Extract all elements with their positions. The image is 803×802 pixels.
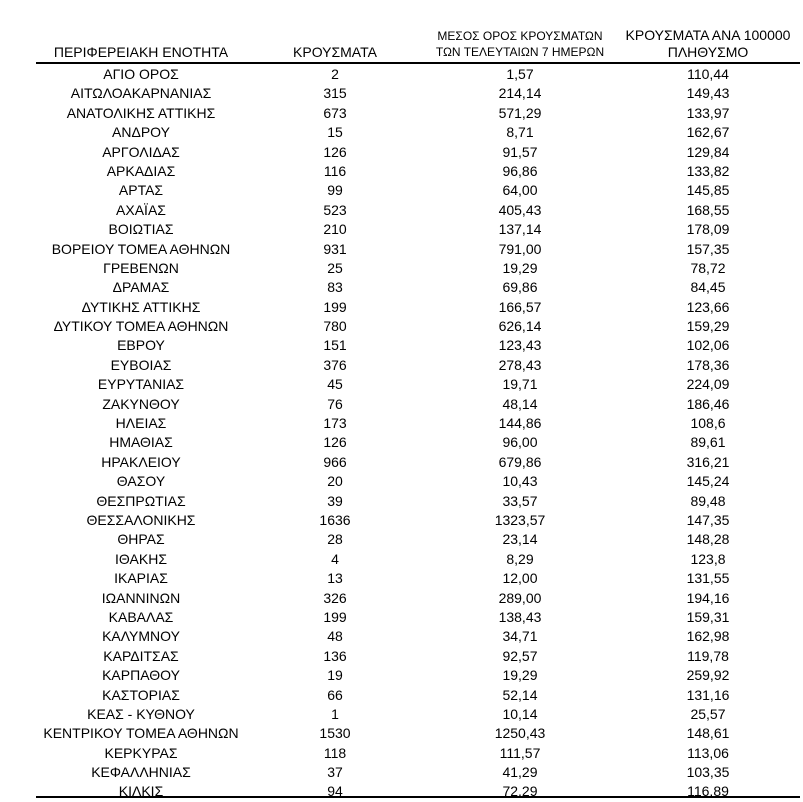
table-row [0,511,803,530]
cases-cell: 83 [327,279,343,296]
cases-cell: 99 [327,182,343,199]
region-cell: ΚΕΦΑΛΛΗΝΙΑΣ [91,764,191,781]
region-cell: ΚΑΡΠΑΘΟΥ [102,667,180,684]
cases-cell: 136 [323,647,347,664]
table-row [0,569,803,588]
cases-cell: 151 [323,337,347,354]
table-row [0,259,803,278]
region-cell: ΖΑΚΥΝΘΟΥ [102,395,180,412]
cases-cell: 523 [323,201,347,218]
region-cell: ΚΑΒΑΛΑΣ [108,608,174,625]
table-row [0,336,803,355]
avg-cell: 34,71 [502,628,538,645]
table-row [0,705,803,724]
avg-cell: 19,29 [502,667,538,684]
avg-cell: 278,43 [498,356,542,373]
per100k-cell: 84,45 [690,279,726,296]
per100k-cell: 186,46 [686,395,730,412]
per100k-cell: 178,09 [686,221,730,238]
header-per-100k [608,27,803,61]
cases-cell: 126 [323,143,347,160]
table-row [0,647,803,666]
per100k-cell: 149,43 [686,85,730,102]
table-row [0,744,803,763]
cases-cell: 37 [327,764,343,781]
table-row [0,763,803,782]
table-row [0,666,803,685]
region-cell: ΑΡΚΑΔΙΑΣ [106,162,176,179]
region-cell: ΙΘΑΚΗΣ [115,550,167,567]
avg-cell: 626,14 [498,318,542,335]
region-cell: ΚΑΡΔΙΤΣΑΣ [103,647,179,664]
region-cell: ΑΝΔΡΟΥ [112,124,170,141]
per100k-cell: 103,35 [686,764,730,781]
header-avg-7days [420,28,620,60]
region-cell: ΚΑΣΤΟΡΙΑΣ [102,686,180,703]
cases-cell: 173 [323,415,347,432]
per100k-cell: 131,55 [686,570,730,587]
region-cell: ΔΡΑΜΑΣ [112,279,170,296]
header-avg-line1: ΜΕΣΟΣ ΟΡΟΣ ΚΡΟΥΣΜΑΤΩΝ [437,29,603,43]
table-row [0,123,803,142]
region-cell: ΑΡΓΟΛΙΔΑΣ [102,143,180,160]
avg-cell: 23,14 [502,531,538,548]
region-cell: ΗΜΑΘΙΑΣ [109,434,173,451]
per100k-cell: 78,72 [690,259,726,276]
per100k-cell: 148,28 [686,531,730,548]
table-row [0,395,803,414]
per100k-cell: 145,85 [686,182,730,199]
cases-cell: 1 [331,705,339,722]
region-cell: ΚΑΛΥΜΝΟΥ [102,628,180,645]
avg-cell: 19,71 [502,376,538,393]
cases-cell: 210 [323,221,347,238]
avg-cell: 92,57 [502,647,538,664]
cases-cell: 780 [323,318,347,335]
per100k-cell: 194,16 [686,589,730,606]
region-cell: ΘΕΣΣΑΛΟΝΙΚΗΣ [86,511,196,528]
per100k-cell: 119,78 [687,647,729,664]
per100k-cell: 123,66 [686,298,730,315]
avg-cell: 91,57 [502,143,538,160]
table-row [0,84,803,103]
per100k-cell: 89,48 [690,492,726,509]
cases-cell: 94 [327,783,343,800]
header-per100k-line2: ΠΛΗΘΥΣΜΟ [667,44,749,60]
cases-cell: 48 [327,628,343,645]
region-cell: ΕΥΡΥΤΑΝΙΑΣ [97,376,185,393]
region-cell: ΘΑΣΟΥ [116,473,166,490]
table-row [0,201,803,220]
region-cell: ΚΙΛΚΙΣ [118,783,164,800]
per100k-cell: 116,89 [687,783,729,800]
avg-cell: 10,43 [502,473,538,490]
avg-cell: 10,14 [502,705,538,722]
cases-cell: 76 [327,395,343,412]
avg-cell: 679,86 [498,453,542,470]
table-row [0,298,803,317]
avg-cell: 33,57 [502,492,538,509]
cases-cell: 20 [327,473,343,490]
region-cell: ΒΟΡΕΙΟΥ ΤΟΜΕΑ ΑΘΗΝΩΝ [51,240,231,257]
table-row [0,453,803,472]
table-row [0,278,803,297]
table-row [0,414,803,433]
avg-cell: 69,86 [502,279,538,296]
avg-cell: 571,29 [498,104,542,121]
per100k-cell: 113,06 [687,744,729,761]
cases-cell: 4 [331,550,339,567]
table-row [0,240,803,259]
header-rule [36,62,800,64]
cases-cell: 116 [323,162,347,179]
avg-cell: 1250,43 [494,725,546,742]
avg-cell: 19,29 [502,259,538,276]
per100k-cell: 178,36 [686,356,730,373]
header-cases: ΚΡΟΥΣΜΑΤΑ [293,44,377,60]
avg-cell: 72,29 [502,783,538,800]
per100k-cell: 147,35 [686,511,730,528]
per100k-cell: 108,6 [690,415,726,432]
avg-cell: 214,14 [498,85,542,102]
avg-cell: 111,57 [499,744,541,761]
avg-cell: 137,14 [498,221,542,238]
region-cell: ΑΝΑΤΟΛΙΚΗΣ ΑΤΤΙΚΗΣ [66,104,216,121]
region-cell: ΑΧΑΪΑΣ [116,201,166,218]
per100k-cell: 316,21 [686,453,730,470]
table-row [0,724,803,743]
region-cell: ΑΙΤΩΛΟΑΚΑΡΝΑΝΙΑΣ [70,85,212,102]
table-row [0,433,803,452]
avg-cell: 144,86 [498,415,542,432]
per100k-cell: 129,84 [686,143,730,160]
cases-cell: 15 [327,124,343,141]
per100k-cell: 159,29 [686,318,730,335]
region-cell: ΙΩΑΝΝΙΝΩΝ [101,589,181,606]
per100k-cell: 25,57 [690,705,726,722]
avg-cell: 8,71 [506,124,534,141]
avg-cell: 405,43 [498,201,542,218]
cases-cell: 118 [323,744,347,761]
per100k-cell: 133,82 [686,162,730,179]
region-cell: ΗΡΑΚΛΕΙΟΥ [101,453,181,470]
cases-cell: 45 [327,376,343,393]
header-per100k-line1: ΚΡΟΥΣΜΑΤΑ ΑΝΑ 100000 [625,27,791,43]
table-row [0,143,803,162]
avg-cell: 96,86 [502,162,538,179]
avg-cell: 96,00 [502,434,538,451]
cases-cell: 1636 [319,511,351,528]
table-row [0,530,803,549]
cases-cell: 199 [323,298,347,315]
table-row [0,220,803,239]
region-cell: ΘΗΡΑΣ [117,531,165,548]
cases-cell: 126 [323,434,347,451]
per100k-cell: 162,67 [686,124,730,141]
region-cell: ΔΥΤΙΚΗΣ ΑΤΤΙΚΗΣ [81,298,201,315]
region-cell: ΘΕΣΠΡΩΤΙΑΣ [96,492,186,509]
region-cell: ΙΚΑΡΙΑΣ [114,570,168,587]
per100k-cell: 259,92 [686,667,730,684]
avg-cell: 1323,57 [494,511,546,528]
cases-cell: 931 [323,240,347,257]
cases-cell: 39 [327,492,343,509]
avg-cell: 41,29 [502,764,538,781]
cases-cell: 315 [323,85,347,102]
region-cell: ΚΕΝΤΡΙΚΟΥ ΤΟΜΕΑ ΑΘΗΝΩΝ [43,725,239,742]
region-cell: ΕΒΡΟΥ [117,337,165,354]
cases-cell: 25 [327,259,343,276]
per100k-cell: 162,98 [686,628,730,645]
avg-cell: 52,14 [502,686,538,703]
region-cell: ΔΥΤΙΚΟΥ ΤΟΜΕΑ ΑΘΗΝΩΝ [53,318,229,335]
avg-cell: 289,00 [498,589,542,606]
region-cell: ΕΥΒΟΙΑΣ [110,356,172,373]
table-row [0,375,803,394]
table-body [0,65,803,802]
region-cell: ΚΕΡΚΥΡΑΣ [104,744,178,761]
region-cell: ΚΕΑΣ - ΚΥΘΝΟΥ [87,705,195,722]
cases-cell: 2 [331,66,339,82]
header-avg-line2: ΤΩΝ ΤΕΛΕΥΤΑΙΩΝ 7 ΗΜΕΡΩΝ [435,45,605,59]
table-row [0,492,803,511]
table-row [0,686,803,705]
table-row [0,356,803,375]
cases-cell: 19 [327,667,343,684]
per100k-cell: 224,09 [686,376,730,393]
region-cell: ΓΡΕΒΕΝΩΝ [103,259,179,276]
region-cell: ΑΓΙΟ ΟΡΟΣ [103,66,179,82]
cases-cell: 66 [327,686,343,703]
avg-cell: 791,00 [498,240,542,257]
region-cell: ΑΡΤΑΣ [118,182,164,199]
cases-cell: 376 [323,356,347,373]
cases-cell: 13 [327,570,343,587]
cases-cell: 28 [327,531,343,548]
table-row [0,550,803,569]
per100k-cell: 157,35 [686,240,730,257]
per100k-cell: 145,24 [686,473,730,490]
avg-cell: 12,00 [502,570,538,587]
table-row [0,589,803,608]
avg-cell: 123,43 [498,337,542,354]
table-row [0,104,803,123]
avg-cell: 64,00 [502,182,538,199]
avg-cell: 166,57 [498,298,542,315]
avg-cell: 1,57 [506,66,534,82]
per100k-cell: 131,16 [686,686,730,703]
footer-rule [36,796,800,798]
per100k-cell: 123,8 [690,550,726,567]
per100k-cell: 133,97 [686,104,730,121]
cases-cell: 199 [323,608,347,625]
table-row [0,162,803,181]
avg-cell: 8,29 [506,550,534,567]
region-cell: ΗΛΕΙΑΣ [115,415,167,432]
table-row [0,608,803,627]
header-region: ΠΕΡΙΦΕΡΕΙΑΚΗ ΕΝΟΤΗΤΑ [53,44,229,60]
cases-cell: 1530 [319,725,351,742]
per100k-cell: 102,06 [686,337,730,354]
avg-cell: 48,14 [502,395,538,412]
per100k-cell: 159,31 [686,608,730,625]
region-cell: ΒΟΙΩΤΙΑΣ [108,221,174,238]
table-row [0,472,803,491]
table-row [0,65,803,84]
cases-cell: 673 [323,104,347,121]
table-row [0,627,803,646]
per100k-cell: 110,44 [687,66,729,82]
cases-cell: 966 [323,453,347,470]
table-row [0,317,803,336]
avg-cell: 138,43 [498,608,542,625]
per100k-cell: 89,61 [690,434,726,451]
per100k-cell: 148,61 [686,725,730,742]
table-row [0,181,803,200]
per100k-cell: 168,55 [686,201,730,218]
cases-cell: 326 [323,589,347,606]
